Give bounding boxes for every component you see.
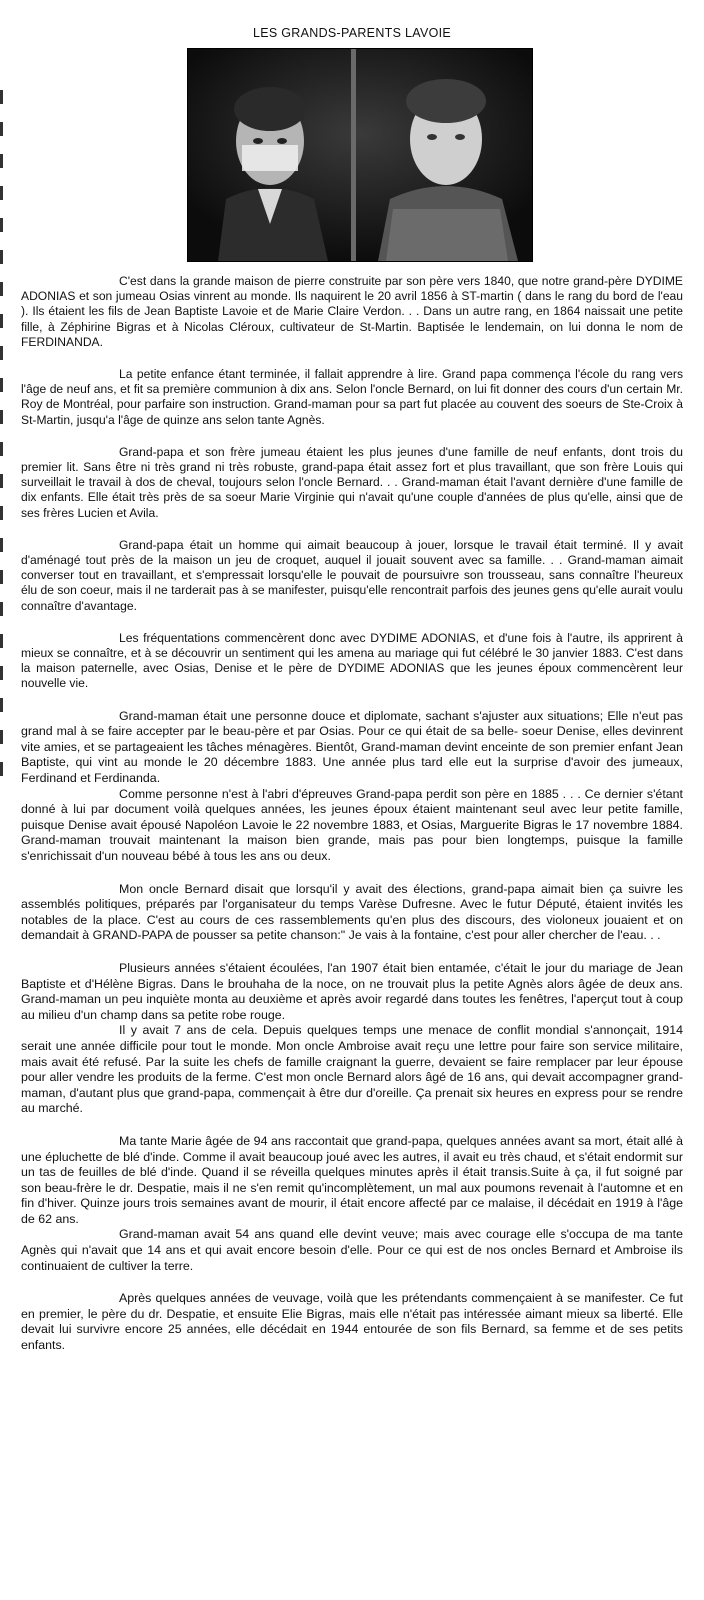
paragraph-birth: C'est dans la grande maison de pierre construite par son père vers 1840, que notre grand-père DYDIME ADONIAS et son jumeau Osias vinrent au monde. Ils naquirent le 20 avril 1856 à ST-martin ( dans le rang du bord de l'eau ). Ils étaient les fils de Jean Baptiste Lavoie et de Marie Claire Verdon. . . Dans un autre rang, en 1864 naissait une petite fille, à Zéphirine Bigras et à Nicolas Cléroux, cultivateur de St-Martin. Baptisée le lendemain, on lui donna le nom de FERDINANDA. [21, 274, 683, 349]
portrait-image [188, 49, 532, 261]
photo-divider [351, 49, 356, 261]
article-body [21, 274, 683, 1354]
paragraph-courtship: Les fréquentations commencèrent donc avec DYDIME ADONIAS, et d'une fois à l'autre, ils apprirent à mieux se connaître, et à se découvrir un sentiment qui les amena au mariage qui fut célébré le 30 janvier 1883. C'est dans la maison paternelle, avec Osias, Denise et le père de DYDIME ADONIAS que les jeunes époux commencèrent leur nouvelle vie. [21, 630, 683, 691]
paragraph-war: Il y avait 7 ans de cela. Depuis quelques temps une menace de conflit mondial s'annonçait, 1914 serait une année difficile pour tout le monde. Mon oncle Ambroise avait reçu une lettre pour faire son service militaire, mais avait été refusé. Par la suite les chefs de famille craignant la guerre, devaient se faire remplacer par leur épouse pour aller vendre les produits de la ferme. C'est mon oncle Bernard alors âgé de 16 ans, qui devait accompagner grand-maman, d'autant plus que grand-papa, commençait à être dur d'oreille. Ça prenait six heures en express pour se rendre au marché. [21, 1023, 683, 1116]
paragraph-family: Grand-papa et son frère jumeau étaient les plus jeunes d'une famille de neuf enfants, dont trois du premier lit. Sans être ni très grand ni très robuste, grand-papa était assez fort et plus travaillant, que son frère Louis qui surveillait le travail à dos de cheval, toujours selon l'oncle Bernard. . . Grand-maman était l'avant dernière d'une famille de dix enfants. Elle était très près de sa soeur Marie Virginie qui n'avait qu'une couple d'années de plus qu'elle, ainsi que de ses frères Lucien et Avila. [21, 444, 683, 520]
paragraph-agnes: Plusieurs années s'étaient écoulées, l'an 1907 était bien entamée, c'était le jour du mariage de Jean Baptiste et d'Hélène Bigras. Dans le brouhaha de la noce, on ne trouvait plus la petite Agnès alors âgée de deux ans. Grand-maman un peu inquiète monta au deuxième et après avoir regardé dans toutes les fenêtres, l'aperçut tout à coup au milieu d'un champ dans sa petite robe rouge. [21, 960, 683, 1022]
paragraph-widow: Grand-maman avait 54 ans quand elle devint veuve; mais avec courage elle s'occupa de ma tante Agnès qui n'avait que 14 ans et qui avait encore besoin d'elle. Pour ce qui est de nos oncles Bernard et Ambroise ils continuaient de cultiver la terre. [21, 1227, 683, 1273]
article-body-continued [21, 709, 683, 1354]
paragraph-elections: Mon oncle Bernard disait que lorsqu'il y avait des élections, grand-papa aimait bien ça suivre les assemblés politiques, préparés par l'organisateur du temps Varèse Dufresne. Avec le futur Député, étaient invités les notables de la place. C'est au cours de ces rassemblements qu'en plus des discours, des violoneux jouaient et on demandait à GRAND-PAPA de pousser sa petite chanson:" Je vais à la fontaine, c'est pour aller chercher de l'eau. . . [21, 881, 683, 943]
portrait-photo [187, 48, 533, 262]
paragraph-croquet: Grand-papa était un homme qui aimait beaucoup à jouer, lorsque le travail était terminé. Il y avait d'aménagé tout près de la maison un jeu de croquet, auquel il jouait souvent avec sa famille. . . Grand-maman aimait converser tout en travaillant, et s'empressait lorsqu'elle le pouvait de poursuivre son trousseau, sans connaître l'heureux élu de son coeur, mais il ne tarderait pas à se manifester, puisqu'elle rencontrait parfois des jeunes gens qu'elle aurait voulu connaître d'avantage. [21, 537, 683, 613]
page-title: LES GRANDS-PARENTS LAVOIE [252, 26, 452, 40]
paragraph-father-death: Comme personne n'est à l'abri d'épreuves Grand-papa perdit son père en 1885 . . . Ce dernier s'étant donné à lui par document voilà quelques années, les jeunes époux étaient maintenant seul avec leur petite famille, puisque Denise avait épousé Napoléon Lavoie le 22 novembre 1883, et Osias, Marguerite Bigras le 17 novembre 1884. Grand-maman trouvait maintenant la maison bien grande, mais pas pour bien longtemps, puisque la famille s'enrichissait d'un nouveau bébé à tous les ans ou deux. [21, 786, 683, 864]
paragraph-illness: Ma tante Marie âgée de 94 ans raccontait que grand-papa, quelques années avant sa mort, était allé à une épluchette de blé d'inde. Comme il avait beaucoup joué avec les autres, il avait eu très chaud, et s'était endormit sur un tas de feuilles de blé d'inde. Quand il se réveilla quelques minutes après il était transis.Suite à ça, il fut soigné par son beau-frère le dr. Despatie, mais il ne s'en remit qu'incomplètement, un mal aux poumons revenait à l'automne et en fin d'hiver. Quinze jours trois semaines avant de mourir, il était encore affecté par ce malaise, il décédait en 1919 à l'âge de 62 ans. [21, 1133, 683, 1226]
paragraph-suitors: Après quelques années de veuvage, voilà que les prétendants commençaient à se manifester. Ce fut en premier, le père du dr. Despatie, et ensuite Elie Bigras, mais elle n'était pas intéressée aimant mieux sa liberté. Elle devait lui survivre encore 25 années, elle décédait en 1944 entourée de son fils Bernard, sa femme et de ses petits enfants. [21, 1291, 683, 1353]
paragraph-childhood: La petite enfance étant terminée, il fallait apprendre à lire. Grand papa commença l'école du rang vers l'âge de neuf ans, et fit sa première communion à dix ans. Selon l'oncle Bernard, on lui fit donner des cours d'un certain Mr. Roy de Montréal, pour parfaire son instruction. Grand-maman pour sa part fut placée au couvent des soeurs de Ste-Croix à St-Martin, jusqu'a l'âge de quinze ans selon tante Agnès. [21, 367, 683, 427]
paragraph-marriage: Grand-maman était une personne douce et diplomate, sachant s'ajuster aux situations; Elle n'eut pas grand mal à se faire accepter par le beau-père et par Osias. Pour ce qui était de sa belle- soeur Denise, elles devinrent vite amies, et se partageaient les tâches ménagères. Bientôt, Grand-maman devint enceinte de son premier enfant Jean Baptiste, qui vint au monde le 20 décembre 1883. Une année plus tard elle eut la surprise d'avoir des jumeaux, Ferdinand et Ferdinanda. [21, 708, 683, 786]
binder-holes [0, 90, 6, 790]
